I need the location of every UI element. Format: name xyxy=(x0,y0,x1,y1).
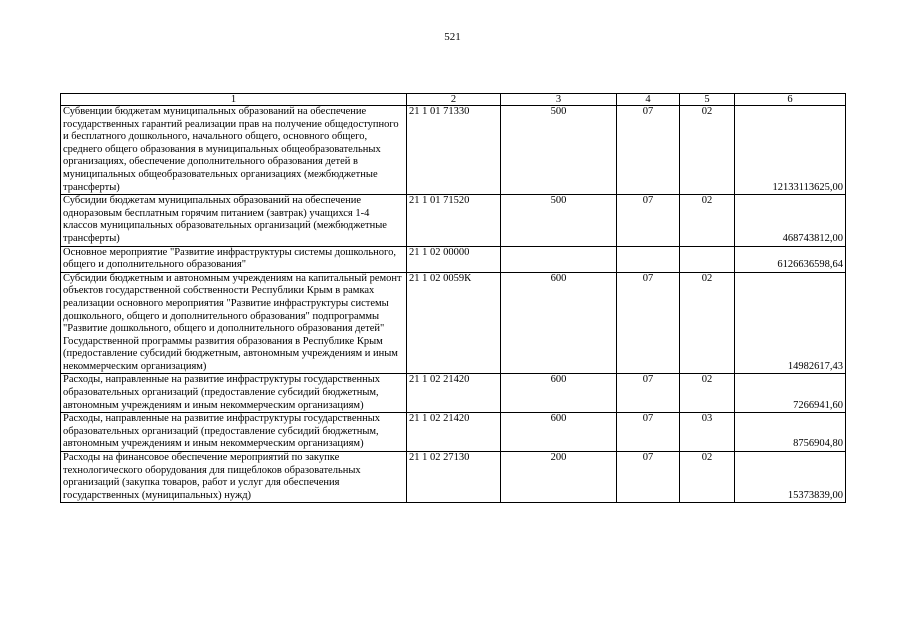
table-row xyxy=(61,106,846,195)
expense-type: 200 xyxy=(501,452,617,503)
subsection: 02 xyxy=(680,374,735,413)
budget-code: 21 1 02 27130 xyxy=(407,452,501,503)
amount-value: 7266941,60 xyxy=(793,399,843,411)
subsection: 02 xyxy=(680,195,735,246)
expense-type xyxy=(501,246,617,272)
expense-type: 600 xyxy=(501,272,617,374)
budget-code: 21 1 02 00000 xyxy=(407,246,501,272)
budget-code: 21 1 02 0059К xyxy=(407,272,501,374)
expense-name: Расходы, направленные на развитие инфраструктуры государственных образовательных организаций (предоставление субсидий бюджетным, автономным учреждениям и иным некоммерческим организациям) xyxy=(61,413,407,452)
amount-value: 12133113625,00 xyxy=(772,181,843,193)
amount-value: 15373839,00 xyxy=(787,489,843,501)
section: 07 xyxy=(617,452,680,503)
section: 07 xyxy=(617,195,680,246)
subsection: 03 xyxy=(680,413,735,452)
amount xyxy=(735,374,846,413)
amount xyxy=(735,452,846,503)
amount xyxy=(735,106,846,195)
table-header-row xyxy=(61,94,846,106)
amount-value: 468743812,00 xyxy=(782,232,843,244)
subsection: 02 xyxy=(680,272,735,374)
expense-name: Расходы на финансовое обеспечение мероприятий по закупке технологического оборудования для пищеблоков образовательных организаций (закупка товаров, работ и услуг для обеспечения государственных (муниципальных) нужд) xyxy=(61,452,407,503)
expense-name: Субвенции бюджетам муниципальных образований на обеспечение государственных гарантий реализации прав на получение общедоступного и бесплатного дошкольного, начального общего, основного общего, среднего общего образования в муниципальных общеобразовательных организациях, обеспечение дополнительного образования детей в муниципальных общеобразовательных организациях (межбюджетные трансферты) xyxy=(61,106,407,195)
expense-name: Расходы, направленные на развитие инфраструктуры государственных образовательных организаций (предоставление субсидий бюджетным, автономным учреждениям и иным некоммерческим организациям) xyxy=(61,374,407,413)
expense-type: 600 xyxy=(501,374,617,413)
expense-name: Субсидии бюджетным и автономным учреждениям на капитальный ремонт объектов государственной собственности Республики Крым в рамках реализации основного мероприятия "Развитие инфраструктуры системы дошкольного, общего и дополнительного образования" подпрограммы "Развитие дошкольного, общего и дополнительного образования детей" Государственной программы развития образования в Республике Крым (предоставление субсидий бюджетным, автономным учреждениям и иным некоммерческим организациям) xyxy=(61,272,407,374)
expense-type: 500 xyxy=(501,195,617,246)
page-number: 521 xyxy=(444,31,461,43)
expense-type: 500 xyxy=(501,106,617,195)
amount xyxy=(735,413,846,452)
subsection: 02 xyxy=(680,452,735,503)
table-row xyxy=(61,195,846,246)
expense-name: Основное мероприятие "Развитие инфраструктуры системы дошкольного, общего и дополнительного образования" xyxy=(61,246,407,272)
budget-code: 21 1 01 71330 xyxy=(407,106,501,195)
amount xyxy=(735,272,846,374)
section xyxy=(617,246,680,272)
budget-code: 21 1 02 21420 xyxy=(407,413,501,452)
amount xyxy=(735,195,846,246)
column-header: 1 xyxy=(61,94,407,106)
column-header: 6 xyxy=(735,94,846,106)
amount-value: 6126636598,64 xyxy=(777,259,843,271)
section: 07 xyxy=(617,106,680,195)
column-header: 5 xyxy=(680,94,735,106)
section: 07 xyxy=(617,413,680,452)
table-row xyxy=(61,374,846,413)
subsection: 02 xyxy=(680,106,735,195)
column-header: 4 xyxy=(617,94,680,106)
budget-code: 21 1 01 71520 xyxy=(407,195,501,246)
budget-table xyxy=(60,93,846,503)
amount-value: 14982617,43 xyxy=(787,360,843,372)
subsection xyxy=(680,246,735,272)
table-row xyxy=(61,272,846,374)
column-header: 2 xyxy=(407,94,501,106)
column-header: 3 xyxy=(501,94,617,106)
expense-name: Субсидии бюджетам муниципальных образований на обеспечение одноразовым бесплатным горячим питанием (завтрак) учащихся 1-4 классов муниципальных образовательных организаций (межбюджетные трансферты) xyxy=(61,195,407,246)
expense-type: 600 xyxy=(501,413,617,452)
budget-code: 21 1 02 21420 xyxy=(407,374,501,413)
table-row xyxy=(61,246,846,272)
amount-value: 8756904,80 xyxy=(793,438,843,450)
section: 07 xyxy=(617,374,680,413)
section: 07 xyxy=(617,272,680,374)
table-row xyxy=(61,452,846,503)
amount xyxy=(735,246,846,272)
table-row xyxy=(61,413,846,452)
